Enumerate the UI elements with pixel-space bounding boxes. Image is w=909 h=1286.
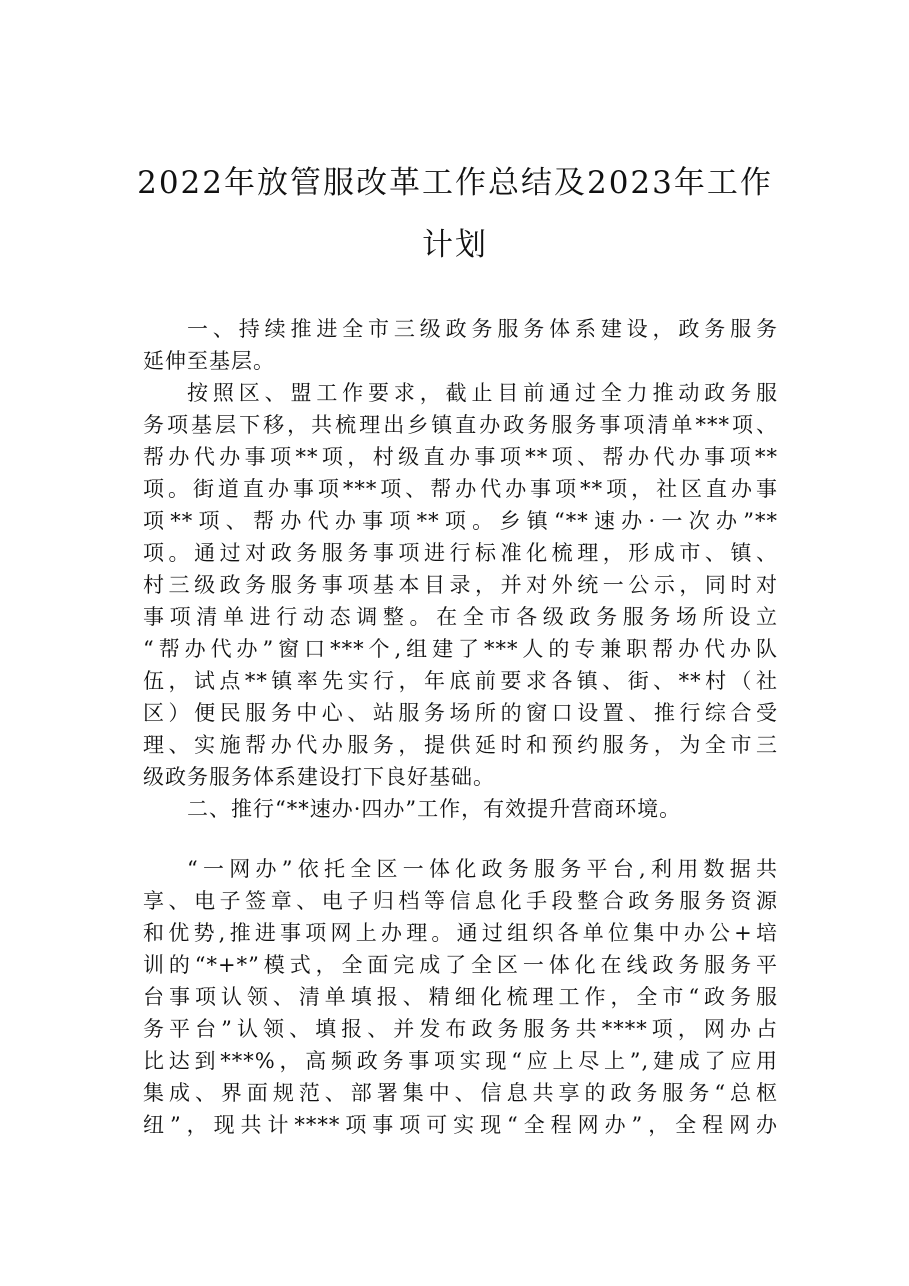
- text-line: 帮办代办事项**项，村级直办事项**项、帮办代办事项**: [143, 445, 778, 469]
- text-line: 事项清单进行动态调整。在全市各级政务服务场所设立: [143, 605, 778, 629]
- text-line: 项。街道直办事项***项、帮办代办事项**项，社区直办事: [143, 477, 778, 501]
- text-line: 项**项、帮办代办事项**项。乡镇“**速办·一次办”**: [143, 509, 778, 533]
- paragraph: [143, 313, 778, 377]
- paragraph: [143, 377, 778, 793]
- paragraph: [143, 853, 778, 1141]
- paragraph: [143, 793, 778, 825]
- text-line: 训的“*+*”模式，全面完成了全区一体化在线政务服务平: [143, 953, 778, 977]
- text-line: 延伸至基层。: [143, 349, 275, 373]
- text-line: 项。通过对政务服务事项进行标准化梳理，形成市、镇、: [143, 541, 778, 565]
- title-line: 计划: [422, 227, 488, 263]
- text-line: 区）便民服务中心、站服务场所的窗口设置、推行综合受: [143, 701, 778, 725]
- text-line: 集成、界面规范、部署集中、信息共享的政务服务“总枢: [143, 1081, 778, 1105]
- text-line: 纽”，现共计****项事项可实现“全程网办”，全程网办: [143, 1113, 778, 1137]
- text-line: “帮办代办”窗口***个,组建了***人的专兼职帮办代办队: [143, 637, 778, 661]
- text-line: 理、实施帮办代办服务，提供延时和预约服务，为全市三: [143, 733, 778, 757]
- paragraph-gap: [143, 825, 778, 853]
- text-line: 二、推行“**速办·四办”工作，有效提升营商环境。: [187, 797, 682, 821]
- text-line: 一、持续推进全市三级政务服务体系建设，政务服务: [187, 317, 778, 341]
- text-line: 台事项认领、清单填报、精细化梳理工作，全市“政务服: [143, 985, 778, 1009]
- title-line: 2022年放管服改革工作总结及2023年工作: [137, 165, 773, 201]
- text-line: 伍，试点**镇率先实行，年底前要求各镇、街、**村（社: [143, 669, 778, 693]
- text-line: 和优势,推进事项网上办理。通过组织各单位集中办公+培: [143, 921, 778, 945]
- text-line: 按照区、盟工作要求，截止目前通过全力推动政务服: [187, 381, 778, 405]
- text-line: 比达到***%，高频政务事项实现“应上尽上”,建成了应用: [143, 1049, 778, 1073]
- text-line: 务平台”认领、填报、并发布政务服务共****项，网办占: [143, 1017, 778, 1041]
- text-line: 级政务服务体系建设打下良好基础。: [143, 765, 495, 789]
- text-line: 务项基层下移，共梳理出乡镇直办政务服务事项清单***项、: [143, 413, 778, 437]
- document-title: [120, 152, 790, 276]
- text-line: 享、电子签章、电子归档等信息化手段整合政务服务资源: [143, 889, 778, 913]
- document-body: [143, 313, 778, 1141]
- text-line: “一网办”依托全区一体化政务服务平台,利用数据共: [187, 857, 778, 881]
- text-line: 村三级政务服务事项基本目录，并对外统一公示，同时对: [143, 573, 778, 597]
